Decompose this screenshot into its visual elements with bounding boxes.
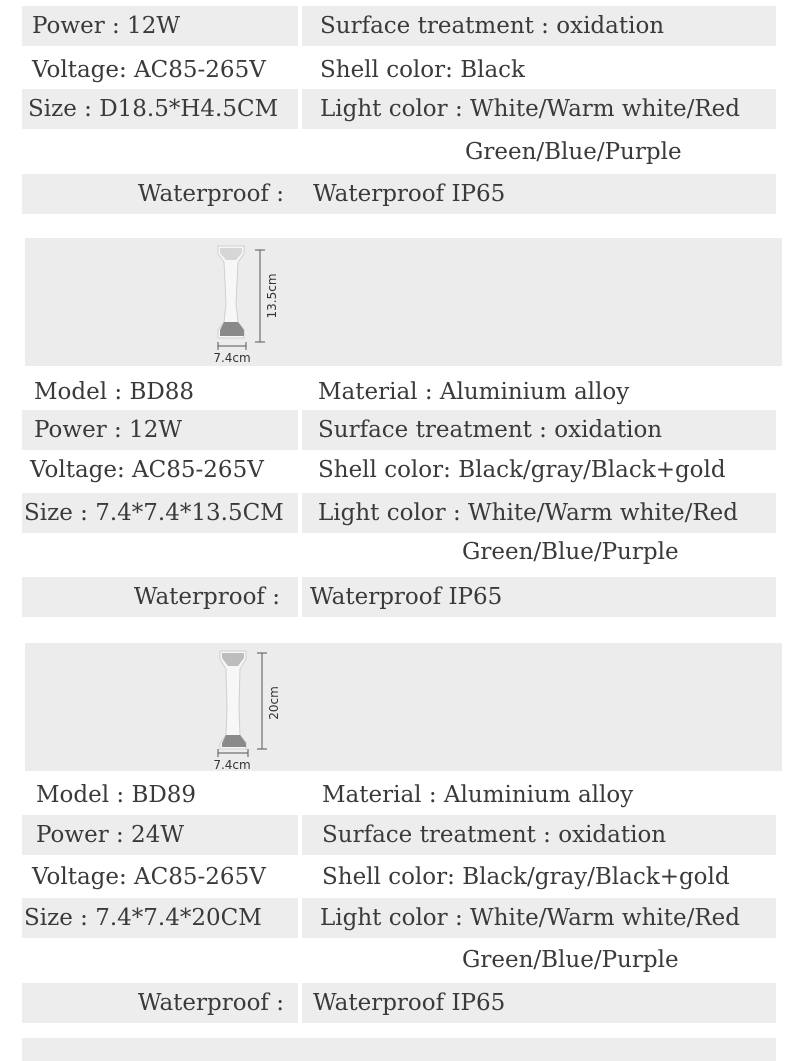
shell-color-spec: Shell color: Black/gray/Black+gold — [322, 864, 730, 890]
waterproof-label: Waterproof : — [22, 174, 298, 214]
product-image-panel-bd89 — [25, 643, 782, 771]
light-color-continued: Green/Blue/Purple — [462, 947, 679, 973]
surface-spec: Surface treatment : oxidation — [302, 815, 776, 855]
spec-row-power — [0, 410, 800, 450]
spec-row-light-cont — [0, 940, 800, 980]
spec-row-light-cont — [0, 132, 800, 172]
spec-row-voltage — [0, 857, 800, 897]
waterproof-value: Waterproof IP65 — [298, 174, 776, 214]
spec-row-model — [0, 775, 800, 815]
spec-row-power — [0, 6, 800, 46]
waterproof-value: Waterproof IP65 — [302, 577, 776, 617]
spec-row-model — [0, 372, 800, 412]
spec-row-light-cont — [0, 532, 800, 572]
material-spec: Material : Aluminium alloy — [322, 782, 634, 808]
size-spec: Size : 7.4*7.4*20CM — [22, 898, 298, 938]
waterproof-label: Waterproof : — [22, 577, 298, 617]
power-spec: Power : 24W — [22, 815, 298, 855]
model-spec: Model : BD89 — [36, 782, 197, 808]
wall-lamp-bd88-image — [210, 244, 290, 374]
height-dimension-label: 13.5cm — [265, 273, 279, 319]
width-dimension-label: 7.4cm — [213, 351, 251, 365]
spec-row-waterproof — [0, 577, 800, 617]
voltage-spec: Voltage: AC85-265V — [32, 57, 266, 83]
spec-row-waterproof — [0, 174, 800, 214]
light-color-continued: Green/Blue/Purple — [462, 539, 679, 565]
spec-row-size — [0, 89, 800, 129]
spec-row-size — [0, 898, 800, 938]
shell-color-spec: Shell color: Black — [320, 57, 525, 83]
product-image-panel-bd88 — [25, 238, 782, 366]
light-color-spec: Light color : White/Warm white/Red — [302, 89, 776, 129]
wall-lamp-bd89-image — [210, 649, 290, 779]
surface-spec: Surface treatment : oxidation — [302, 410, 776, 450]
power-spec: Power : 12W — [22, 410, 298, 450]
size-spec: Size : 7.4*7.4*13.5CM — [22, 493, 298, 533]
width-dimension-label: 7.4cm — [213, 758, 251, 772]
material-spec: Material : Aluminium alloy — [318, 379, 630, 405]
spec-row-power — [0, 815, 800, 855]
spec-row-size — [0, 493, 800, 533]
waterproof-value: Waterproof IP65 — [302, 983, 776, 1023]
voltage-spec: Voltage: AC85-265V — [30, 457, 264, 483]
spec-row-voltage — [0, 450, 800, 490]
next-section-strip — [22, 1038, 776, 1061]
size-spec: Size : D18.5*H4.5CM — [22, 89, 298, 129]
light-color-spec: Light color : White/Warm white/Red — [302, 898, 776, 938]
light-color-spec: Light color : White/Warm white/Red — [302, 493, 776, 533]
shell-color-spec: Shell color: Black/gray/Black+gold — [318, 457, 726, 483]
surface-spec: Surface treatment : oxidation — [302, 6, 776, 46]
model-spec: Model : BD88 — [34, 379, 195, 405]
height-dimension-label: 20cm — [267, 686, 281, 720]
spec-row-waterproof — [0, 983, 800, 1023]
voltage-spec: Voltage: AC85-265V — [32, 864, 266, 890]
waterproof-label: Waterproof : — [22, 983, 298, 1023]
light-color-continued: Green/Blue/Purple — [465, 139, 682, 165]
power-spec: Power : 12W — [22, 6, 298, 46]
spec-row-voltage — [0, 50, 800, 90]
